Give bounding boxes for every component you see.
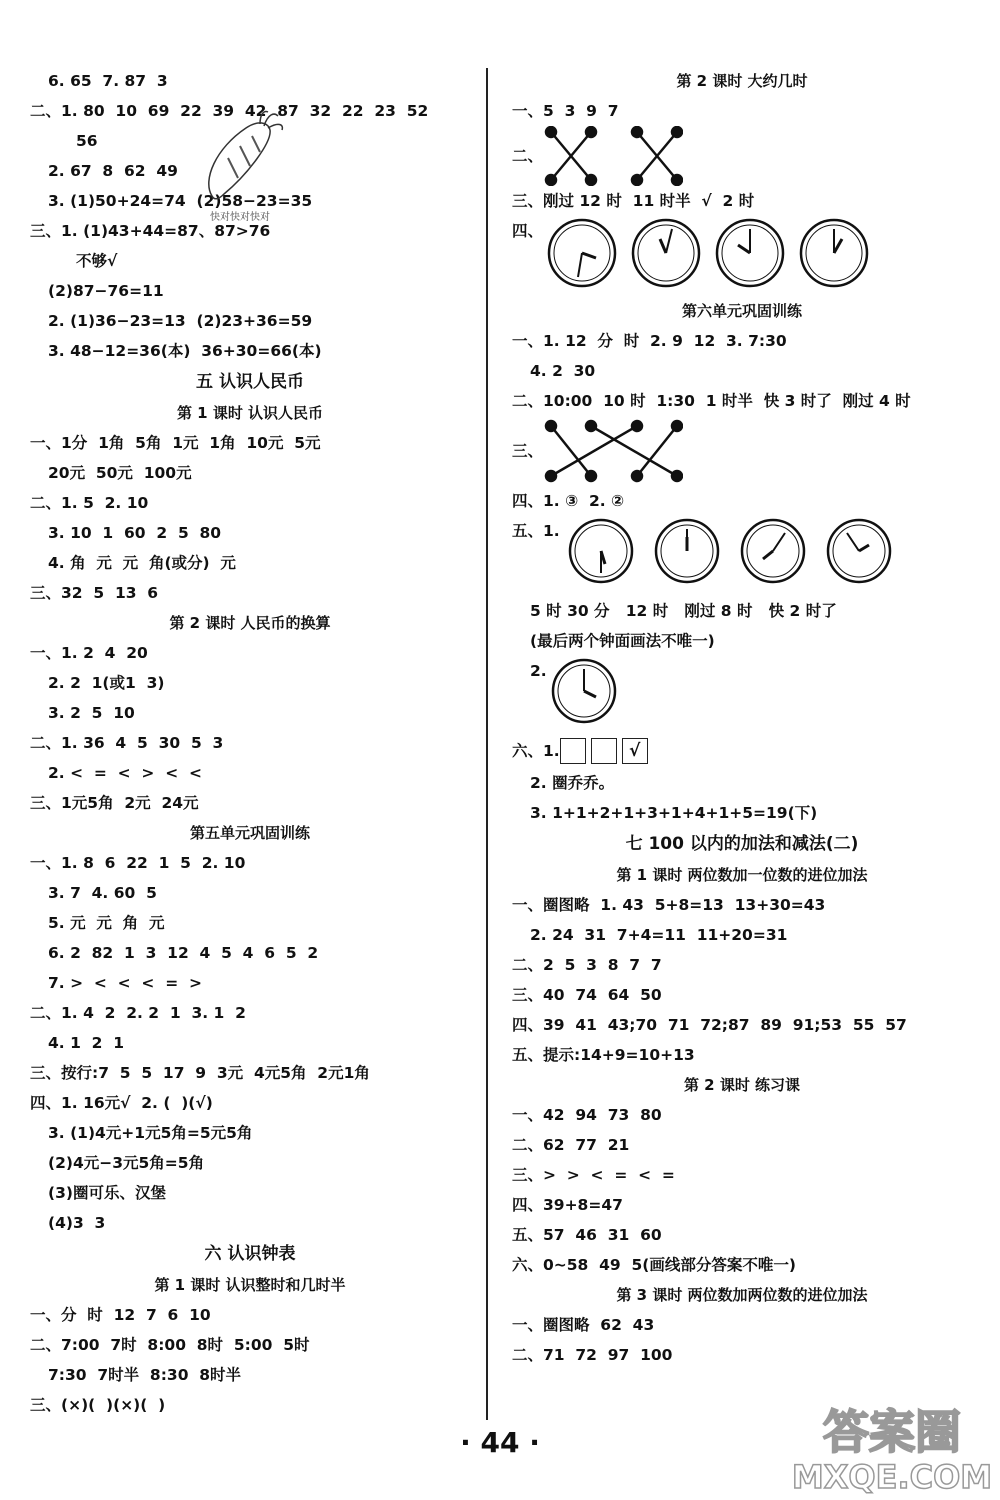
clock-icon	[566, 516, 636, 586]
answer-line: 二、1. 36 4 5 30 5 3	[30, 734, 224, 752]
section-title: 五 认识人民币	[196, 372, 304, 392]
answer-line: 3. 2 5 10	[48, 704, 135, 722]
section-title: 六 认识钟表	[204, 1244, 296, 1264]
answer-line: 3. (1)50+24=74 (2)58−23=35	[48, 192, 313, 210]
answer-line: 3. 7 4. 60 5	[48, 884, 157, 902]
clock-row	[512, 656, 972, 734]
answer-line: 5. 元 元 角 元	[48, 914, 165, 932]
section-title: 七 100 以内的加法和减法(二)	[625, 834, 859, 854]
clock-row	[512, 216, 972, 296]
answer-line: 20元 50元 100元	[48, 464, 192, 482]
answer-line: 四、1. 16元√ 2. ( )(√)	[30, 1094, 213, 1112]
answer-line: 4. 角 元 元 角(或分) 元	[48, 554, 236, 572]
lesson-title: 第五单元巩固训练	[189, 824, 310, 842]
answer-line: 三、(×)( )(×)( )	[30, 1396, 166, 1414]
answer-line: 二、1. 5 2. 10	[30, 494, 149, 512]
answer-line: 3. 10 1 60 2 5 80	[48, 524, 222, 542]
answer-line: 二、1. 80 10 69 22 39 42 87 32 22 23 52	[30, 102, 429, 120]
answer-line: 4. 1 2 1	[48, 1034, 125, 1052]
answer-line: 一、42 94 73 80	[512, 1106, 662, 1124]
matching-row	[512, 416, 972, 486]
answer-label: 四、	[512, 222, 544, 240]
answer-line: 二、2 5 3 8 7 7	[512, 956, 662, 974]
answer-label: 2.	[530, 662, 547, 680]
answer-line: 五、提示:14+9=10+13	[512, 1046, 695, 1064]
lesson-title: 第 3 课时 两位数加两位数的进位加法	[616, 1286, 868, 1304]
lesson-title: 第六单元巩固训练	[681, 302, 802, 320]
answer-line: 三、40 74 64 50	[512, 986, 662, 1004]
page-number: · 44 ·	[460, 1426, 540, 1459]
answer-line: 5 时 30 分 12 时 刚过 8 时 快 2 时了	[530, 602, 837, 620]
clock-icon	[545, 216, 619, 290]
answer-line: 一、圈图略 1. 43 5+8=13 13+30=43	[512, 896, 826, 914]
clock-icon	[629, 216, 703, 290]
answer-line: 不够√	[76, 252, 118, 270]
answer-line: 二、7:00 7时 8:00 8时 5:00 5时	[30, 1336, 310, 1354]
answer-line: 四、1. ③ 2. ②	[512, 492, 625, 510]
column-divider	[486, 68, 488, 1420]
lesson-title: 第 2 课时 人民币的换算	[169, 614, 331, 632]
lesson-title: 第 1 课时 认识整时和几时半	[154, 1276, 346, 1294]
watermark-url: MXQE.COM	[791, 1458, 993, 1495]
answer-line: 四、39 41 43;70 71 72;87 89 91;53 55 57	[512, 1016, 907, 1034]
carrot-sticker-icon	[198, 108, 288, 208]
clock-icon	[549, 656, 619, 726]
answer-line: 二、71 72 97 100	[512, 1346, 673, 1364]
answer-line: 二、62 77 21	[512, 1136, 630, 1154]
answer-line: 4. 2 30	[530, 362, 596, 380]
answer-line: (4)3 3	[48, 1214, 106, 1232]
answer-label: 二、	[512, 147, 544, 165]
answer-line: 六、0~58 49 5(画线部分答案不唯一)	[512, 1256, 796, 1274]
answer-line: 3. 48−12=36(本) 36+30=66(本)	[48, 342, 322, 360]
answer-line: (最后两个钟面画法不唯一)	[530, 632, 715, 650]
answer-line: (3)圈可乐、汉堡	[48, 1184, 166, 1202]
watermark-text: 答案圈	[823, 1405, 961, 1459]
answer-line: 二、10:00 10 时 1:30 1 时半 快 3 时了 刚过 4 时	[512, 392, 911, 410]
clock-icon	[797, 216, 871, 290]
answer-box	[591, 738, 617, 764]
answer-line: 四、39+8=47	[512, 1196, 623, 1214]
answer-line: 三、> > < = < =	[512, 1166, 675, 1184]
answer-line: 2. 圈乔乔。	[530, 774, 615, 792]
answer-line: 二、1. 4 2 2. 2 1 3. 1 2	[30, 1004, 246, 1022]
answer-line: 3. (1)4元+1元5角=5元5角	[48, 1124, 253, 1142]
answer-line: 三、刚过 12 时 11 时半 √ 2 时	[512, 192, 755, 210]
answer-label: 五、1.	[512, 522, 560, 540]
lesson-title: 第 2 课时 大约几时	[676, 72, 808, 90]
answer-line: 7. > < < < = >	[48, 974, 202, 992]
answer-line: 一、圈图略 62 43	[512, 1316, 655, 1334]
checked-answer-box: √	[622, 738, 648, 764]
answer-line: 一、1分 1角 5角 1元 1角 10元 5元	[30, 434, 321, 452]
lesson-title: 第 2 课时 练习课	[683, 1076, 801, 1094]
answer-line: 一、1. 2 4 20	[30, 644, 148, 662]
clock-row	[512, 516, 972, 596]
answer-line: 三、1元5角 2元 24元	[30, 794, 199, 812]
watermark-logo-icon	[790, 1400, 995, 1495]
sticker-text: 快对快对快对	[210, 212, 270, 223]
answer-label: 六、1.	[512, 742, 560, 760]
answer-line: 7:30 7时半 8:30 8时半	[48, 1366, 242, 1384]
answer-line: 56	[76, 132, 98, 150]
answer-line: 2. 67 8 62 49	[48, 162, 178, 180]
answer-line: 三、按行:7 5 5 17 9 3元 4元5角 2元1角	[30, 1064, 370, 1082]
answer-box	[560, 738, 586, 764]
answer-line: 2. 2 1(或1 3)	[48, 674, 165, 692]
clock-icon	[738, 516, 808, 586]
matching-lines-icon	[543, 126, 683, 186]
answer-line: 一、分 时 12 7 6 10	[30, 1306, 211, 1324]
answer-line: 一、5 3 9 7	[512, 102, 619, 120]
answer-line: 3. 1+1+2+1+3+1+4+1+5=19(下)	[530, 804, 818, 822]
answer-line: 2. 24 31 7+4=11 11+20=31	[530, 926, 788, 944]
lesson-title: 第 1 课时 两位数加一位数的进位加法	[616, 866, 868, 884]
answer-line: 三、1. (1)43+44=87、87>76	[30, 222, 271, 240]
right-column	[512, 66, 972, 1370]
answer-line: 一、1. 12 分 时 2. 9 12 3. 7:30	[512, 332, 787, 350]
answer-line: (2)4元−3元5角=5角	[48, 1154, 205, 1172]
matching-lines-icon	[543, 418, 683, 484]
answer-line: 2. < = < > < <	[48, 764, 202, 782]
answer-line: 三、32 5 13 6	[30, 584, 159, 602]
clock-icon	[713, 216, 787, 290]
answer-line: 一、1. 8 6 22 1 5 2. 10	[30, 854, 246, 872]
matching-row	[512, 126, 972, 186]
left-column	[30, 66, 470, 1420]
clock-icon	[652, 516, 722, 586]
clock-icon	[824, 516, 894, 586]
answer-line: (2)87−76=11	[48, 282, 164, 300]
answer-line: 6. 2 82 1 3 12 4 5 4 6 5 2	[48, 944, 319, 962]
answer-line: 2. (1)36−23=13 (2)23+36=59	[48, 312, 313, 330]
checkbox-row	[512, 734, 972, 768]
answer-label: 三、	[512, 442, 544, 460]
answer-line: 五、57 46 31 60	[512, 1226, 662, 1244]
answer-line: 6. 65 7. 87 3	[48, 72, 168, 90]
lesson-title: 第 1 课时 认识人民币	[176, 404, 324, 422]
